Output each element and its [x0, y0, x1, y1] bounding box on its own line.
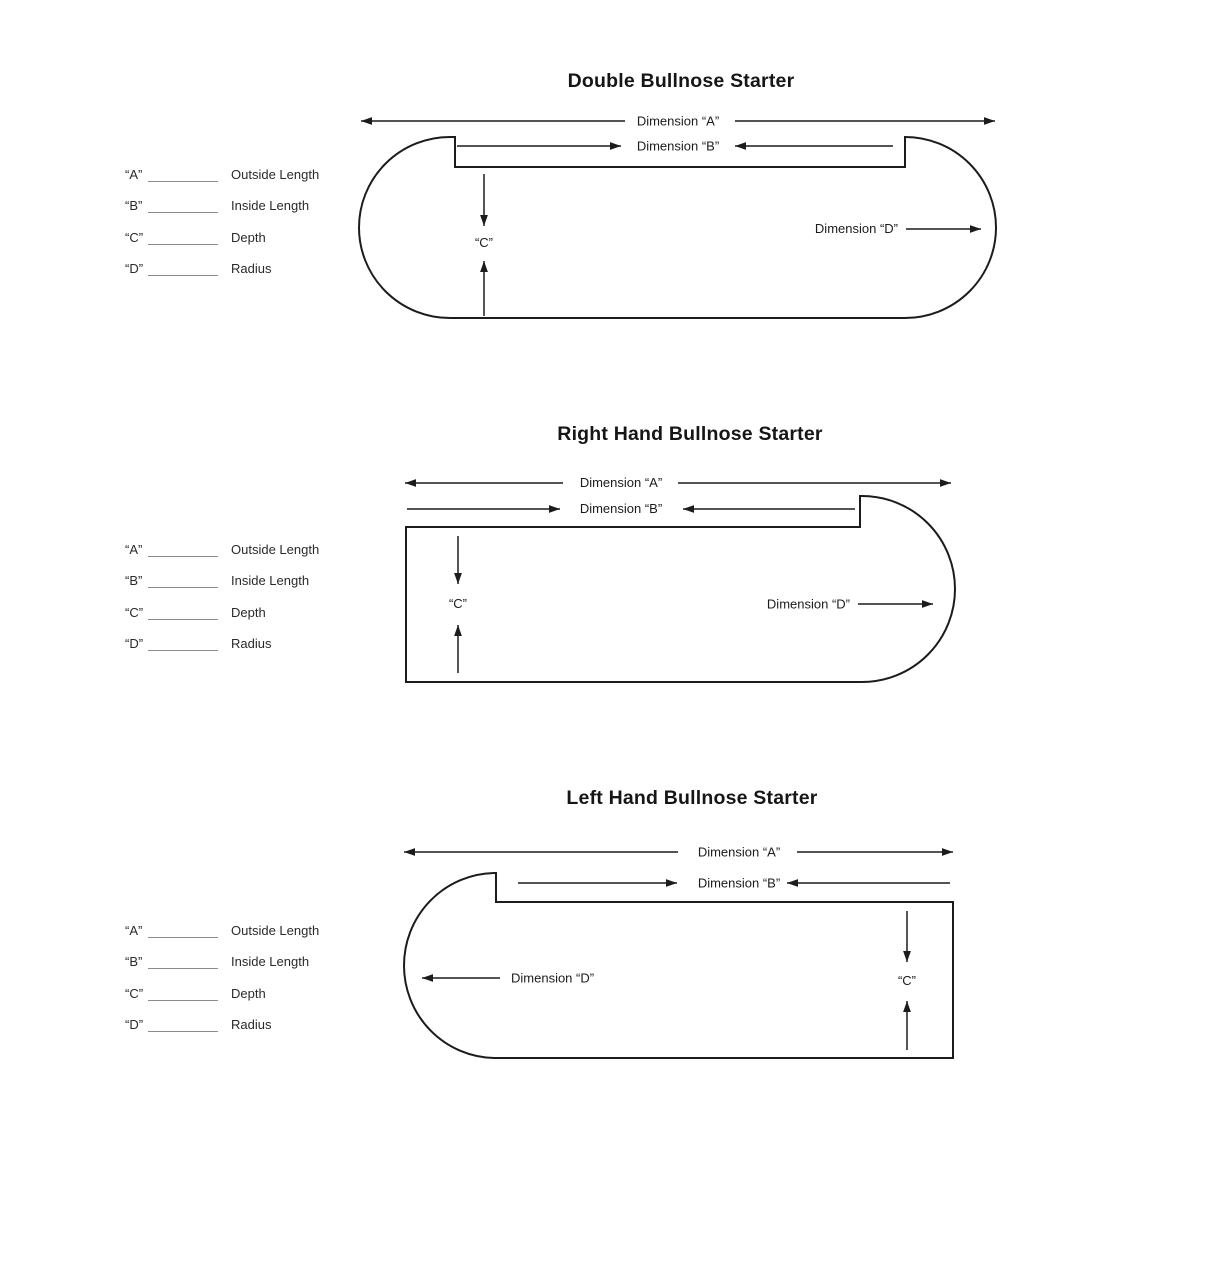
- legend-key: “B”: [125, 198, 143, 214]
- legend-key: “D”: [125, 1017, 144, 1033]
- dimension-c-label: “C”: [448, 596, 468, 611]
- legend-label: Inside Length: [231, 954, 310, 970]
- legend-label: Inside Length: [231, 198, 310, 214]
- legend-label: Depth: [231, 604, 266, 620]
- double-bullnose-tread-outline: [359, 137, 996, 318]
- legend-key: “A”: [125, 922, 143, 938]
- dimension-b-label: Dimension “B”: [636, 138, 720, 154]
- right-hand-bullnose-tread-outline: [406, 496, 955, 682]
- right-hand-bullnose-diagram: [405, 475, 955, 682]
- dimension-d-label: Dimension “D”: [511, 970, 595, 986]
- dimension-b-label: Dimension “B”: [579, 501, 663, 516]
- legend-key: “A”: [125, 541, 143, 557]
- legend-key: “C”: [125, 229, 144, 245]
- legend-label: Outside Length: [231, 166, 320, 182]
- legend-key: “B”: [125, 954, 143, 970]
- dimension-c-label: “C”: [897, 973, 917, 988]
- legend-key: “D”: [125, 636, 144, 652]
- left-hand-bullnose-diagram: [404, 845, 953, 1059]
- legend-key: “C”: [125, 604, 144, 620]
- legend-label: Inside Length: [231, 573, 310, 589]
- dimension-a-label: Dimension “A”: [697, 844, 781, 860]
- dimension-d-label: Dimension “D”: [814, 221, 898, 236]
- legend-label: Radius: [231, 636, 272, 652]
- section-title-left-hand-bullnose: Left Hand Bullnose Starter: [566, 787, 818, 809]
- legend-key: “C”: [125, 985, 144, 1001]
- dimension-a-label: Dimension “A”: [636, 113, 720, 129]
- legend-label: Radius: [231, 1017, 272, 1033]
- dimension-c-label: “C”: [474, 235, 494, 250]
- dimension-b-label: Dimension “B”: [697, 875, 781, 891]
- dimension-a-label: Dimension “A”: [579, 475, 663, 490]
- legend-key: “B”: [125, 573, 143, 589]
- section-title-double-bullnose: Double Bullnose Starter: [567, 70, 795, 92]
- legend-label: Radius: [231, 261, 272, 277]
- legend-label: Outside Length: [231, 541, 320, 557]
- left-hand-bullnose-tread-outline: [404, 873, 953, 1058]
- legend-key: “A”: [125, 166, 143, 182]
- legend-label: Depth: [231, 229, 266, 245]
- legend-label: Depth: [231, 985, 266, 1001]
- section-title-right-hand-bullnose: Right Hand Bullnose Starter: [557, 423, 823, 445]
- dimension-d-label: Dimension “D”: [766, 596, 850, 612]
- legend-key: “D”: [125, 261, 144, 277]
- legend-label: Outside Length: [231, 922, 320, 938]
- double-bullnose-diagram: [359, 114, 996, 319]
